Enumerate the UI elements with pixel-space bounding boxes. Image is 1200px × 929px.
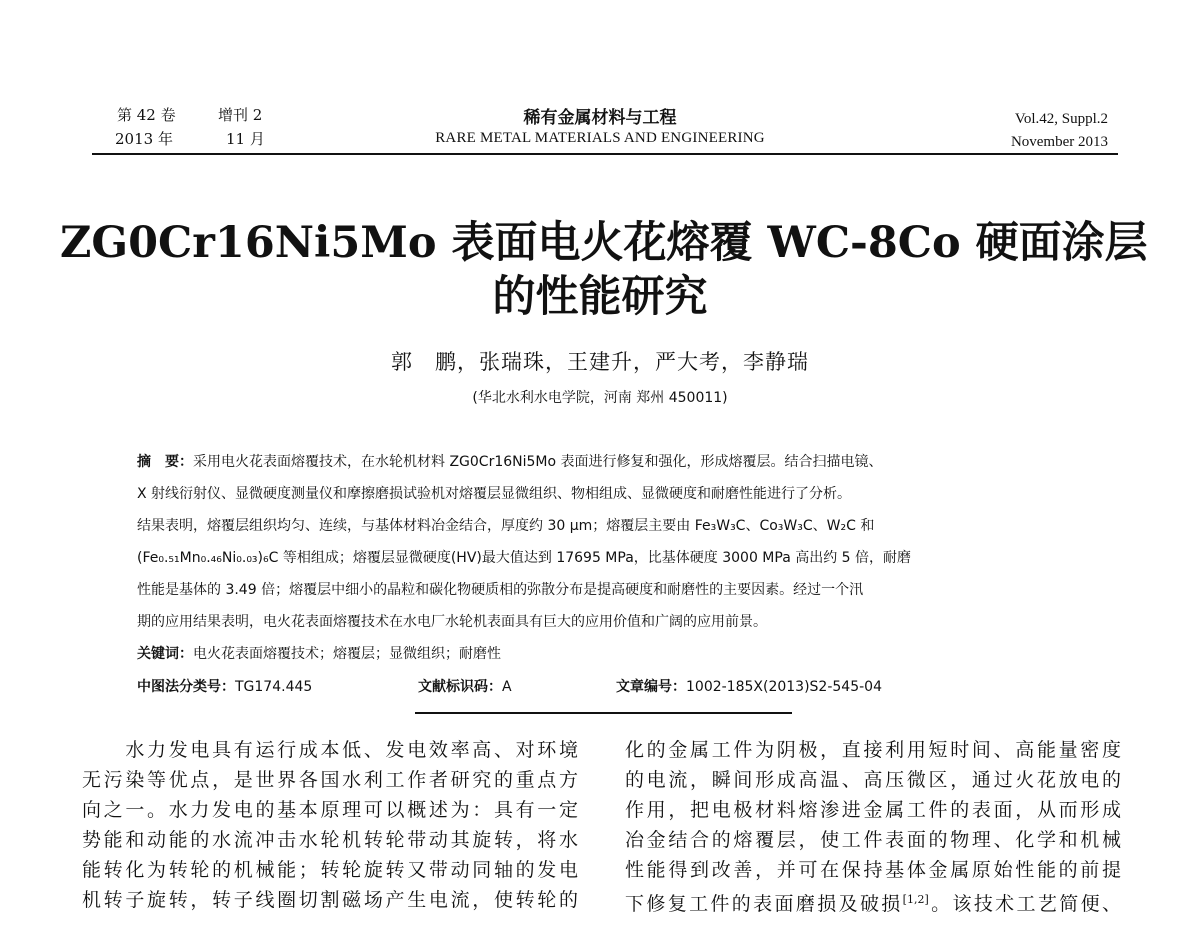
- body-line: 性能得到改善，并可在保持基体金属原始性能的前提: [625, 859, 1121, 881]
- date-en: November 2013: [1010, 134, 1108, 150]
- body-line: 势能和动能的水流冲击水轮机转轮带动其旋转，将水: [82, 829, 578, 851]
- journal-title-en: RARE METAL MATERIALS AND ENGINEERING: [435, 130, 765, 146]
- body-line: 的电流，瞬间形成高温、高压微区，通过火花放电的: [625, 769, 1121, 791]
- body-column-left: [82, 735, 578, 915]
- month-cn: 11 月: [226, 130, 265, 148]
- abstract-label: 摘 要：: [137, 454, 193, 470]
- supplement-cn: 增刊 2: [218, 106, 263, 124]
- section-divider: [415, 712, 792, 714]
- article-number: 文章编号：1002-185X(2013)S2-545-04: [616, 679, 882, 695]
- keywords-text: 电火花表面熔覆技术；熔覆层；显微组织；耐磨性: [193, 646, 501, 662]
- year-cn: 2013 年: [115, 130, 173, 148]
- document-code: 文献标识码：A: [418, 679, 512, 695]
- affiliation: (华北水利水电学院，河南 郑州 450011): [472, 390, 728, 406]
- abstract-line: 摘 要：采用电火花表面熔覆技术，在水轮机材料 ZG0Cr16Ni5Mo 表面进行修复和强化，形成熔覆层。结合扫描电镜、: [137, 454, 883, 470]
- body-line: 机转子旋转，转子线圈切割磁场产生电流，使转轮的: [82, 889, 578, 911]
- clc-number: 中图法分类号：TG174.445: [137, 679, 313, 695]
- body-line: 水力发电具有运行成本低、发电效率高、对环境: [82, 739, 578, 761]
- body-column-right: [625, 735, 1121, 915]
- citation-ref[interactable]: [1,2]: [902, 893, 929, 906]
- keywords-line: [137, 644, 1077, 664]
- keywords-label: 关键词：: [137, 646, 193, 662]
- body-line: 冶金结合的熔覆层，使工件表面的物理、化学和机械: [625, 829, 1121, 851]
- volume-cn: 第 42 卷: [117, 106, 176, 124]
- paper-title-line2: 的性能研究: [492, 272, 708, 322]
- body-line: 向之一。水力发电的基本原理可以概述为：具有一定: [82, 799, 578, 821]
- journal-title-cn: 稀有金属材料与工程: [523, 108, 677, 128]
- header-rule: [92, 153, 1118, 155]
- paper-title-line1: ZG0Cr16Ni5Mo 表面电火花熔覆 WC-8Co 硬面涂层: [60, 218, 1148, 268]
- body-line: 能转化为转轮的机械能；转轮旋转又带动同轴的发电: [82, 859, 578, 881]
- body-line: 化的金属工件为阴极，直接利用短时间、高能量密度: [625, 739, 1121, 761]
- body-line: 无污染等优点，是世界各国水利工作者研究的重点方: [82, 769, 578, 791]
- body-line: 下修复工件的表面磨损及破损[1,2]。该技术工艺简便、: [625, 893, 1121, 915]
- author-list: 郭 鹏，张瑞珠，王建升，严大考，李静瑞: [391, 350, 809, 374]
- abstract-line: X 射线衍射仪、显微硬度测量仪和摩擦磨损试验机对熔覆层显微组织、物相组成、显微硬度和耐磨性能进行了分析。: [137, 486, 852, 502]
- abstract-line: (Fe₀.₅₁Mn₀.₄₆Ni₀.₀₃)₆C 等相组成；熔覆层显微硬度(HV)最大值达到 17695 MPa，比基体硬度 3000 MPa 高出约 5 倍，耐磨: [137, 550, 912, 566]
- abstract-line: 期的应用结果表明，电火花表面熔覆技术在水电厂水轮机表面具有巨大的应用价值和广阔的应用前景。: [137, 614, 767, 630]
- body-line: 作用，把电极材料熔渗进金属工件的表面，从而形成: [625, 799, 1121, 821]
- abstract-line: 结果表明，熔覆层组织均匀、连续，与基体材料冶金结合，厚度约 30 μm；熔覆层主要由 Fe₃W₃C、Co₃W₃C、W₂C 和: [137, 518, 875, 534]
- volume-en: Vol.42, Suppl.2: [1014, 111, 1108, 127]
- abstract-line: 性能是基体的 3.49 倍；熔覆层中细小的晶粒和碳化物硬质相的弥散分布是提高硬度和耐磨性的主要因素。经过一个汛: [137, 582, 864, 598]
